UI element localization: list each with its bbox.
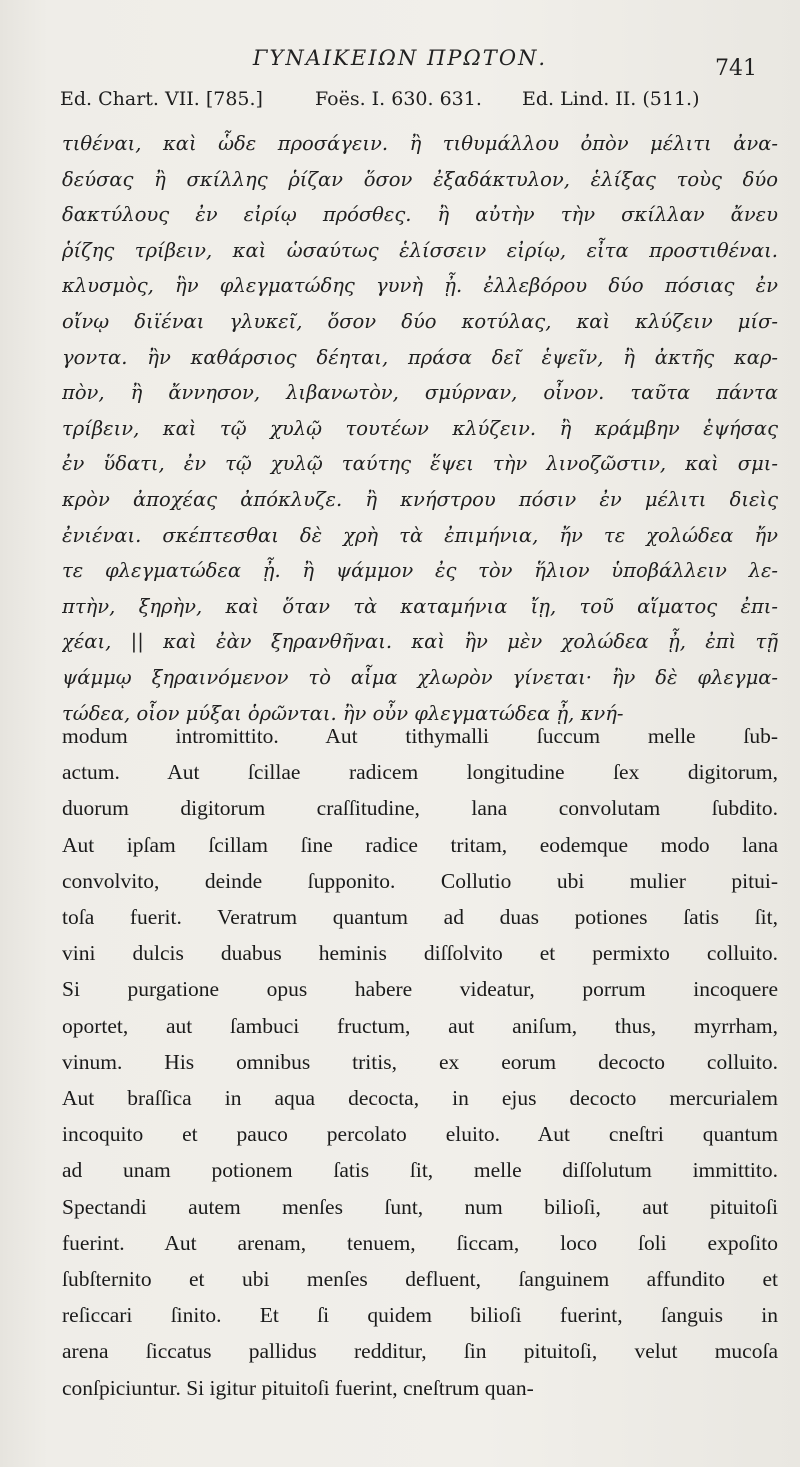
latin-line: convolvito, deinde ſupponito. Collutio ubi mulier pitui- bbox=[62, 868, 778, 893]
latin-line: vini dulcis duabus heminis diſſolvito et permixto colluito. bbox=[62, 941, 778, 966]
edition-foes-ref: Foës. I. 630. 631. bbox=[315, 88, 482, 110]
greek-line: ἐν ὕδατι, ἐν τῷ χυλῷ ταύτης ἕψει τὴν λινοζῶστιν, καὶ σμι- bbox=[62, 452, 778, 476]
edition-lind-ref: Ed. Lind. II. (511.) bbox=[522, 88, 700, 110]
latin-line: fuerint. Aut arenam, tenuem, ſiccam, loco ſoli expoſito bbox=[62, 1230, 778, 1255]
latin-line: oportet, aut ſambuci fructum, aut aniſum, thus, myrrham, bbox=[62, 1013, 778, 1038]
greek-line: δακτύλους ἐν εἰρίῳ πρόσθες. ἢ αὐτὴν τὴν σκίλλαν ἄνευ bbox=[62, 203, 778, 227]
greek-line: τιθέναι, καὶ ὧδε προσάγειν. ἢ τιθυμάλλου ὀπὸν μέλιτι ἀνα- bbox=[62, 132, 778, 155]
greek-line: τώδεα, οἷον μύξαι ὁρῶνται. ἢν οὖν φλεγματώδεα ᾖ, κνή- bbox=[62, 701, 624, 725]
greek-line: χέαι, || καὶ ἐὰν ξηρανθῆναι. καὶ ἢν μὲν χολώδεα ᾖ, ἐπὶ τῇ bbox=[62, 630, 778, 654]
page-number: 741 bbox=[715, 56, 757, 81]
greek-line: ῥίζης τρίβειν, καὶ ὡσαύτως ἑλίσσειν εἰρίῳ, εἶτα προστιθέναι. bbox=[62, 238, 778, 262]
latin-line: actum. Aut ſcillae radicem longitudine ſex digitorum, bbox=[62, 760, 778, 785]
latin-line: reſiccari ſinito. Et ſi quidem bilioſi fuerint, ſanguis in bbox=[62, 1303, 778, 1328]
latin-line: arena ſiccatus pallidus redditur, ſin pituitoſi, velut mucoſa bbox=[62, 1339, 778, 1364]
latin-line: duorum digitorum craſſitudine, lana convolutam ſubdito. bbox=[62, 796, 778, 821]
greek-line: τε φλεγματώδεα ᾖ. ἢ ψάμμον ἐς τὸν ἥλιον ὑποβάλλειν λε- bbox=[62, 559, 778, 583]
greek-line: ἐνιέναι. σκέπτεσθαι δὲ χρὴ τὰ ἐπιμήνια, ἤν τε χολώδεα ἤν bbox=[62, 523, 778, 547]
greek-text-block bbox=[62, 126, 778, 731]
greek-line: τρίβειν, καὶ τῷ χυλῷ τουτέων κλύζειν. ἢ κράμβην ἑψήσας bbox=[62, 416, 778, 440]
edition-chart-ref: Ed. Chart. VII. [785.] bbox=[60, 88, 263, 110]
latin-line: ad unam potionem ſatis ſit, melle diſſolutum immittito. bbox=[62, 1158, 778, 1183]
latin-line: incoquito et pauco percolato eluito. Aut cneſtri quantum bbox=[62, 1122, 778, 1147]
latin-line: Spectandi autem menſes ſunt, num bilioſi, aut pituitoſi bbox=[62, 1194, 778, 1219]
latin-line: modum intromittito. Aut tithymalli ſuccum melle ſub- bbox=[62, 724, 778, 748]
greek-line: κρὸν ἀποχέας ἀπόκλυζε. ἢ κνήστρου πόσιν ἐν μέλιτι διεὶς bbox=[62, 487, 778, 511]
greek-line: γοντα. ἢν καθάρσιος δέηται, πράσα δεῖ ἑψεῖν, ἢ ἀκτῆς καρ- bbox=[62, 345, 778, 369]
running-title: ΓΥΝΑΙΚΕΙΩΝ ΠΡΩΤΟΝ. bbox=[252, 46, 548, 70]
latin-line: Aut ipſam ſcillam ſine radice tritam, eodemque modo lana bbox=[62, 832, 778, 857]
greek-line: κλυσμὸς, ἣν φλεγματώδης γυνὴ ᾖ. ἐλλεβόρου δύο πόσιας ἐν bbox=[62, 274, 778, 298]
latin-line: toſa fuerit. Veratrum quantum ad duas potiones ſatis ſit, bbox=[62, 905, 778, 930]
greek-line: οἴνῳ διϊέναι γλυκεῖ, ὅσον δύο κοτύλας, καὶ κλύζειν μίσ- bbox=[62, 309, 778, 333]
latin-text-block bbox=[62, 718, 778, 1406]
latin-line: vinum. His omnibus tritis, ex eorum decocto colluito. bbox=[62, 1049, 778, 1074]
greek-line: πὸν, ἢ ἄννησον, λιβανωτὸν, σμύρναν, οἶνον. ταῦτα πάντα bbox=[62, 381, 778, 405]
latin-line: conſpiciuntur. Si igitur pituitoſi fuerint, cneſtrum quan- bbox=[62, 1375, 534, 1400]
greek-line: ψάμμῳ ξηραινόμενον τὸ αἷμα χλωρὸν γίνεται· ἢν δὲ φλεγμα- bbox=[62, 665, 778, 689]
latin-line: ſubſternito et ubi menſes defluent, ſanguinem affundito et bbox=[62, 1267, 778, 1292]
latin-line: Aut braſſica in aqua decocta, in ejus decocto mercurialem bbox=[62, 1086, 778, 1111]
greek-line: πτὴν, ξηρὴν, καὶ ὅταν τὰ καταμήνια ἴῃ, τοῦ αἵματος ἐπι- bbox=[62, 594, 778, 618]
latin-line: Si purgatione opus habere videatur, porrum incoquere bbox=[62, 977, 778, 1002]
greek-line: δεύσας ἢ σκίλλης ῥίζαν ὅσον ἐξαδάκτυλον, ἑλίξας τοὺς δύο bbox=[62, 167, 778, 191]
